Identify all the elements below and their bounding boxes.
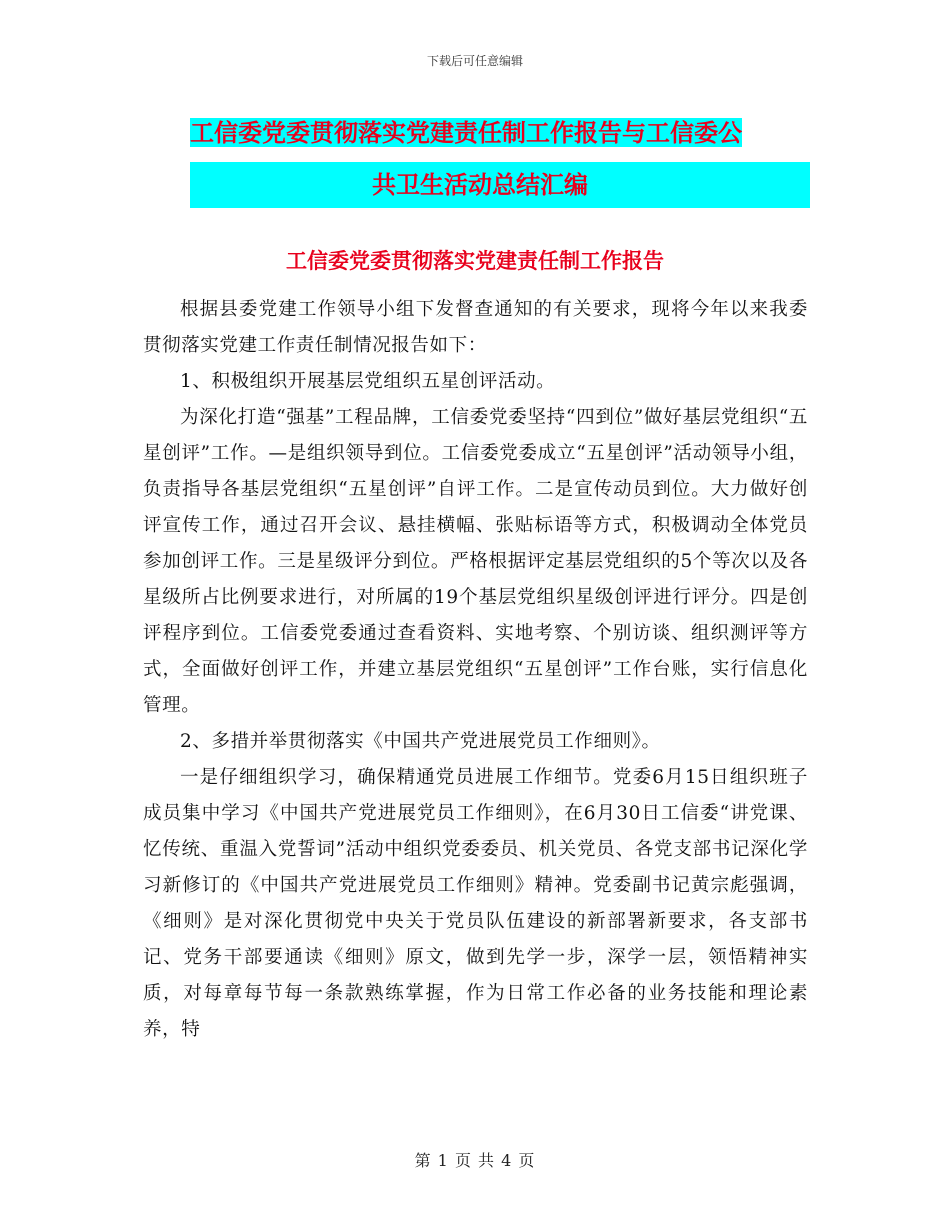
paragraph: 根据县委党建工作领导小组下发督查通知的有关要求，现将今年以来我委贯彻落实党建工作责任制情况报告如下： — [143, 299, 808, 356]
document-title-line-1: 工信委党委贯彻落实党建责任制工作报告与工信委公 — [190, 118, 742, 147]
page-footer: 第 1 页 共 4 页 — [414, 1151, 536, 1170]
document-title-line-2: 共卫生活动总结汇编 — [372, 170, 588, 199]
section-title: 工信委党委贯彻落实党建责任制工作报告 — [286, 248, 664, 273]
paragraph: 为深化打造“强基”工程品牌，工信委党委坚持“四到位”做好基层党组织“五星创评”工作。—是组织领导到位。工信委党委成立“五星创评”活动领导小组，负责指导各基层党组织“五星创评”自评工作。二是宣传动员到位。大力做好创评宣传工作，通过召开会议、悬挂横幅、张贴标语等方式，积极调动全体党员参加创评工作。三是星级评分到位。严格根据评定基层党组织的5个等次以及各星级所占比例要求进行，对所属的19个基层党组织星级创评进行评分。四是创评程序到位。工信委党委通过查看资料、实地考察、个别访谈、组织测评等方式，全面做好创评工作，并建立基层党组织“五星创评”工作台账，实行信息化管理。 — [143, 407, 808, 716]
paragraph: 1、积极组织开展基层党组织五星创评活动。 — [180, 371, 556, 392]
paragraph: 一是仔细组织学习，确保精通党员进展工作细节。党委6月15日组织班子成员集中学习《中国共产党进展党员工作细则》，在6月30日工信委“讲党课、忆传统、重温入党誓词”活动中组织党委委员、机关党员、各党支部书记深化学习新修订的《中国共产党进展党员工作细则》精神。党委副书记黄宗彪强调，《细则》是对深化贯彻党中央关于党员队伍建设的新部署新要求，各支部书记、党务干部要通读《细则》原文，做到先学一步，深学一层，领悟精神实质，对每章每节每一条款熟练掌握，作为日常工作必备的业务技能和理论素养，特 — [143, 767, 808, 1040]
body-text — [143, 292, 808, 1048]
header-note: 下载后可任意编辑 — [426, 54, 523, 68]
document-title — [190, 110, 810, 208]
paragraph: 2、多措并举贯彻落实《中国共产党进展党员工作细则》。 — [180, 731, 661, 752]
